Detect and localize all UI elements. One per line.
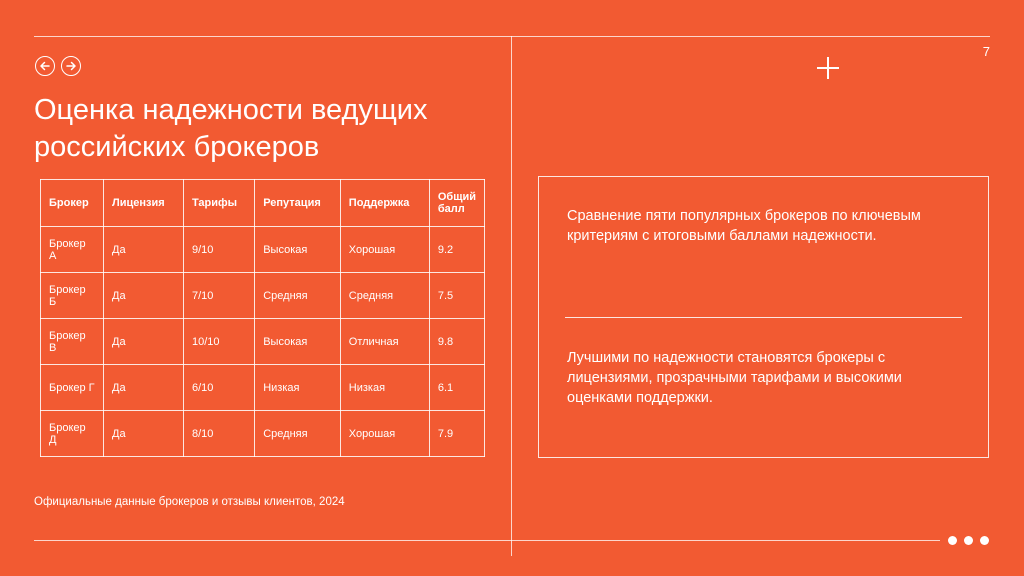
center-divider bbox=[511, 36, 512, 556]
dot-icon bbox=[980, 536, 989, 545]
table-cell: 9.8 bbox=[429, 319, 484, 365]
slide-title: Оценка надежности ведущих российских брокеров bbox=[34, 94, 428, 163]
table-header-row bbox=[41, 180, 485, 227]
table-cell: Высокая bbox=[255, 319, 341, 365]
page-number: 7 bbox=[982, 44, 990, 59]
prev-slide-button[interactable] bbox=[35, 56, 55, 76]
table-cell: 7.9 bbox=[429, 411, 484, 457]
table-cell: 10/10 bbox=[183, 319, 254, 365]
broker-name-cell: Брокер Б bbox=[41, 273, 104, 319]
table-cell: Да bbox=[104, 227, 184, 273]
summary-paragraph: Сравнение пяти популярных брокеров по ключевым критериям с итоговыми баллами надежности. bbox=[567, 208, 921, 244]
table-cell: Хорошая bbox=[340, 227, 429, 273]
table-cell: Средняя bbox=[340, 273, 429, 319]
table-cell: Отличная bbox=[340, 319, 429, 365]
next-slide-button[interactable] bbox=[61, 56, 81, 76]
table-row bbox=[41, 319, 485, 365]
table-cell: Хорошая bbox=[340, 411, 429, 457]
column-header: Лицензия bbox=[104, 180, 184, 227]
table-cell: 7.5 bbox=[429, 273, 484, 319]
table-row bbox=[41, 227, 485, 273]
table-cell: Высокая bbox=[255, 227, 341, 273]
broker-name-cell: Брокер Д bbox=[41, 411, 104, 457]
broker-name-cell: Брокер Г bbox=[41, 365, 104, 411]
table-cell: Средняя bbox=[255, 411, 341, 457]
column-header: Репутация bbox=[255, 180, 341, 227]
top-divider bbox=[34, 36, 990, 37]
table-cell: Да bbox=[104, 365, 184, 411]
more-menu-button[interactable] bbox=[948, 536, 989, 545]
table-cell: 6/10 bbox=[183, 365, 254, 411]
table-cell: 8/10 bbox=[183, 411, 254, 457]
table-row bbox=[41, 273, 485, 319]
conclusion-paragraph: Лучшими по надежности становятся брокеры с лицензиями, прозрачными тарифами и высокими оценками поддержки. bbox=[567, 350, 902, 406]
table-cell: Низкая bbox=[255, 365, 341, 411]
table-cell: 6.1 bbox=[429, 365, 484, 411]
dot-icon bbox=[948, 536, 957, 545]
broker-name-cell: Брокер А bbox=[41, 227, 104, 273]
brokers-table bbox=[40, 179, 485, 457]
source-note: Официальные данные брокеров и отзывы клиентов, 2024 bbox=[34, 496, 345, 508]
table-cell: Низкая bbox=[340, 365, 429, 411]
table-row bbox=[41, 411, 485, 457]
slide-navigation bbox=[35, 56, 81, 76]
table-cell: Средняя bbox=[255, 273, 341, 319]
card-divider bbox=[565, 317, 962, 318]
bottom-divider bbox=[34, 540, 940, 541]
arrow-left-icon bbox=[39, 60, 51, 72]
column-header: Тарифы bbox=[183, 180, 254, 227]
plus-decoration-icon bbox=[817, 57, 839, 79]
table-cell: Да bbox=[104, 273, 184, 319]
arrow-right-icon bbox=[65, 60, 77, 72]
column-header: Брокер bbox=[41, 180, 104, 227]
broker-name-cell: Брокер В bbox=[41, 319, 104, 365]
table-cell: Да bbox=[104, 411, 184, 457]
table-cell: 9.2 bbox=[429, 227, 484, 273]
table-row bbox=[41, 365, 485, 411]
column-header: Общий балл bbox=[429, 180, 484, 227]
column-header: Поддержка bbox=[340, 180, 429, 227]
dot-icon bbox=[964, 536, 973, 545]
table-cell: 7/10 bbox=[183, 273, 254, 319]
table-cell: 9/10 bbox=[183, 227, 254, 273]
table-cell: Да bbox=[104, 319, 184, 365]
summary-card bbox=[538, 176, 989, 458]
